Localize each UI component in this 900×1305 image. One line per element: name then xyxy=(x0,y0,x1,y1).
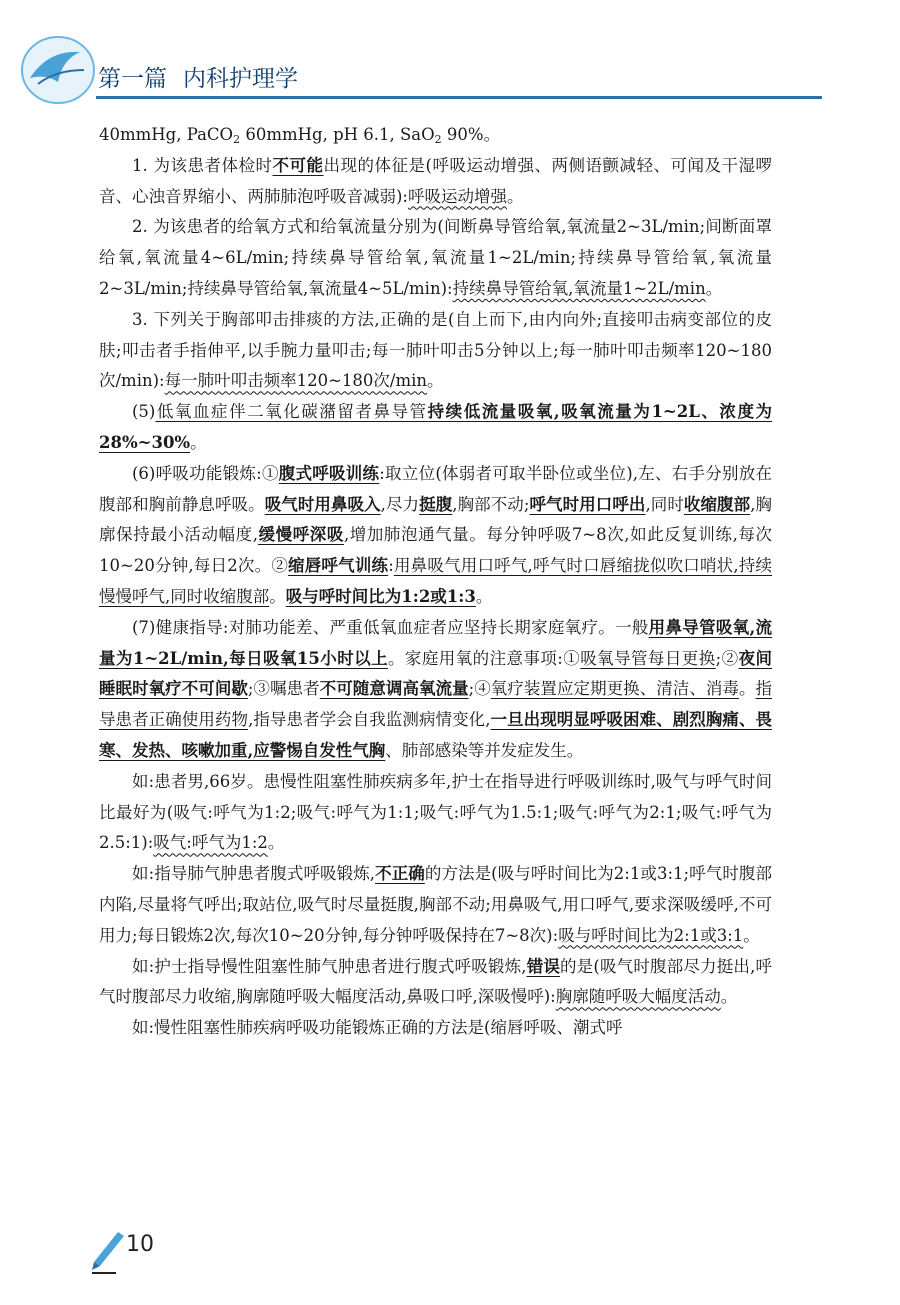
page-number: 10 xyxy=(126,1232,154,1257)
example-1: 如:患者男,66岁。患慢性阻塞性肺疾病多年,护士在指导进行呼吸训练时,吸气与呼气时间比最好为(吸气:呼气为1:2;吸气:呼气为1:1;吸气:呼气为1.5:1;吸气:呼气为2:1;吸气:呼气为2.5:1):吸气:呼气为1:2。 xyxy=(99,771,772,853)
header-rule xyxy=(96,96,822,99)
section-7: (7)健康指导:对肺功能差、严重低氧血症者应坚持长期家庭氧疗。一般用鼻导管吸氧,流量为1~2L/min,每日吸氧15小时以上。家庭用氧的注意事项:①吸氧导管每日更换;②夜间睡眠时氧疗不可间歇;③嘱患者不可随意调高氧流量;④氧疗装置应定期更换、清洁、消毒。指导患者正确使用药物,指导患者学会自我监测病情变化,一旦出现明显呼吸困难、剧烈胸痛、畏寒、发热、咳嗽加重,应警惕自发性气胸、肺部感染等并发症发生。 xyxy=(99,617,773,760)
question-1: 1. 为该患者体检时不可能出现的体征是(呼吸运动增强、两侧语颤减轻、可闻及干湿啰音、心浊音界缩小、两肺肺泡呼吸音减弱):呼吸运动增强。 xyxy=(99,155,773,206)
chapter-heading: 第一篇 内科护理学 xyxy=(98,66,298,92)
page-body xyxy=(99,120,772,1044)
paragraph-blood-gas: 40mmHg, PaCO$_2$ 60mmHg, pH 6.1, SaO$_2$ 90%。 xyxy=(99,125,501,146)
example-2: 如:指导肺气肿患者腹式呼吸锻炼,不正确的方法是(吸与呼时间比为2:1或3:1;呼气时腹部内陷,尽量将气呼出;取站位,吸气时尽量挺腹,胸部不动;用鼻吸气,用口呼气,要求深吸缓呼,不可用力;每日锻炼2次,每次10~20分钟,每分钟呼吸保持在7~8次):吸与呼时间比为2:1或3:1。 xyxy=(99,864,773,945)
example-3: 如:护士指导慢性阻塞性肺气肿患者进行腹式呼吸锻炼,错误的是(吸气时腹部尽力挺出,呼气时腹部尽力收缩,胸廓随呼吸大幅度活动,鼻吸口呼,深吸慢呼):胸廓随呼吸大幅度活动。 xyxy=(99,956,773,1007)
book-logo-icon xyxy=(18,30,98,110)
example-4: 如:慢性阻塞性肺疾病呼吸功能锻炼正确的方法是(缩唇呼吸、潮式呼 xyxy=(132,1018,623,1038)
question-2: 2. 为该患者的给氧方式和给氧流量分别为(间断鼻导管给氧,氧流量2~3L/min;间断面罩给氧,氧流量4~6L/min;持续鼻导管给氧,氧流量1~2L/min;持续鼻导管给氧,氧流量2~3L/min;持续鼻导管给氧,氧流量4~5L/min):持续鼻导管给氧,氧流量1~2L/min。 xyxy=(99,217,772,298)
section-6: (6)呼吸功能锻炼:①腹式呼吸训练:取立位(体弱者可取半卧位或坐位),左、右手分别放在腹部和胸前静息呼吸。吸气时用鼻吸入,尽力挺腹,胸部不动;呼气时用口呼出,同时收缩腹部,胸廓保持最小活动幅度,缓慢呼深吸,增加肺泡通气量。每分钟呼吸7~8次,如此反复训练,每次10~20分钟,每日2次。②缩唇呼气训练:用鼻吸气用口呼气,呼气时口唇缩拢似吹口哨状,持续慢慢呼气,同时收缩腹部。吸与呼时间比为1:2或1:3。 xyxy=(99,463,773,606)
question-3: 3. 下列关于胸部叩击排痰的方法,正确的是(自上而下,由内向外;直接叩击病变部位的皮肤;叩击者手指伸平,以手腕力量叩击;每一肺叶叩击5分钟以上;每一肺叶叩击频率120~180次/min):每一肺叶叩击频率120~180次/min。 xyxy=(99,309,772,391)
page-header xyxy=(0,0,900,110)
section-5: (5)低氧血症伴二氧化碳潴留者鼻导管持续低流量吸氧,吸氧流量为1~2L、浓度为28%~30%。 xyxy=(99,402,773,452)
